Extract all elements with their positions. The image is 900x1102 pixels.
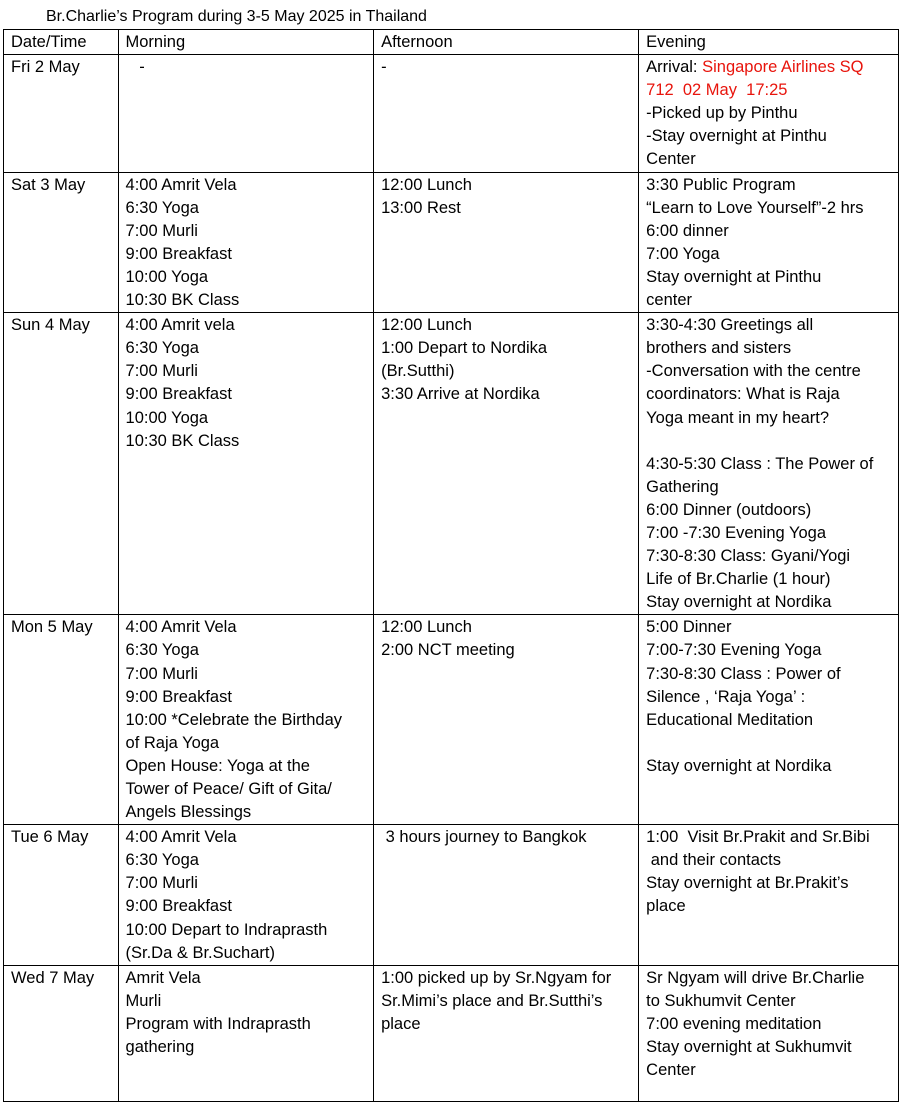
evening-item	[646, 872, 892, 895]
morning-item: Open House: Yoga at the	[125, 756, 310, 775]
morning-item: 4:00 Amrit vela	[125, 316, 235, 335]
evening-item-text: Life of Br.Charlie (1 hour)	[646, 570, 831, 589]
afternoon-item: 12:00 Lunch	[381, 175, 472, 194]
date-cell	[4, 965, 119, 1101]
header-evening: Evening	[639, 30, 899, 55]
date-label: Tue 6 May	[11, 828, 89, 847]
evening-item	[646, 197, 892, 220]
date-label: Mon 5 May	[11, 618, 93, 637]
evening-item	[646, 826, 892, 849]
evening-item-text: 7:30-8:30 Class: Gyani/Yogi	[646, 547, 851, 566]
evening-item	[646, 79, 892, 102]
evening-item	[646, 220, 892, 243]
morning-cell	[118, 313, 374, 615]
evening-item	[646, 360, 892, 383]
row-fri-2-may	[4, 55, 899, 172]
evening-item-text: 3:30 Public Program	[646, 175, 796, 194]
evening-item-text: Center	[646, 1061, 696, 1080]
evening-item-text: 3:30-4:30 Greetings all	[646, 316, 814, 335]
afternoon-item: 12:00 Lunch	[381, 316, 472, 335]
morning-item: 7:00 Murli	[125, 664, 198, 683]
afternoon-cell	[374, 55, 639, 172]
evening-item-text: 7:00 -7:30 Evening Yoga	[646, 523, 826, 542]
evening-item-text: to Sukhumvit Center	[646, 991, 796, 1010]
evening-item	[646, 568, 892, 591]
row-sat-3-may	[4, 172, 899, 313]
evening-item-text: center	[646, 291, 693, 310]
morning-item: Tower of Peace/ Gift of Gita/	[125, 780, 332, 798]
evening-item-text: Arrival:	[646, 58, 703, 77]
evening-cell	[639, 172, 899, 313]
afternoon-cell	[374, 965, 639, 1101]
morning-item: 7:00 Murli	[125, 874, 198, 893]
morning-item: of Raja Yoga	[125, 733, 220, 752]
morning-item: 10:00 *Celebrate the Birthday	[125, 710, 342, 729]
evening-item	[646, 967, 892, 990]
evening-item-text: 5:00 Dinner	[646, 618, 732, 637]
evening-item-text: Sr Ngyam will drive Br.Charlie	[646, 968, 865, 987]
evening-item	[646, 148, 892, 171]
afternoon-item: 1:00 picked up by Sr.Ngyam for	[381, 968, 612, 987]
evening-item-text: 6:00 dinner	[646, 221, 729, 240]
evening-item	[646, 56, 892, 79]
morning-item: 4:00 Amrit Vela	[125, 175, 237, 194]
morning-item: 9:00 Breakfast	[125, 897, 232, 916]
evening-item	[646, 522, 892, 545]
evening-item	[646, 102, 892, 125]
morning-item: 9:00 Breakfast	[125, 244, 232, 263]
morning-item: Program with Indraprasth	[125, 1014, 311, 1033]
evening-item-text: Center	[646, 150, 696, 169]
evening-item	[646, 686, 892, 709]
morning-item: 9:00 Breakfast	[125, 687, 232, 706]
evening-item	[646, 591, 892, 614]
evening-item	[646, 709, 892, 732]
evening-item	[646, 174, 892, 197]
evening-item	[646, 545, 892, 568]
morning-item: 10:30 BK Class	[125, 291, 240, 310]
evening-item-text: “Learn to Love Yourself”-2 hrs	[646, 198, 864, 217]
morning-cell	[118, 55, 374, 172]
evening-item	[646, 337, 892, 360]
evening-cell	[639, 825, 899, 966]
row-sun-4-may	[4, 313, 899, 615]
evening-item-text: and their contacts	[646, 851, 781, 870]
evening-item	[646, 407, 892, 430]
evening-item-text: -Conversation with the centre	[646, 362, 861, 381]
afternoon-item: 3 hours journey to Bangkok	[381, 828, 587, 847]
evening-item	[646, 1059, 892, 1082]
document-title: Br.Charlie’s Program during 3-5 May 2025 in Thailand	[46, 8, 427, 25]
date-cell	[4, 55, 119, 172]
date-cell	[4, 825, 119, 966]
evening-item-text: Stay overnight at Nordika	[646, 593, 832, 612]
morning-item: 10:00 Depart to Indraprasth	[125, 920, 328, 939]
morning-item: 7:00 Murli	[125, 221, 198, 240]
evening-item-text: 7:00 Yoga	[646, 244, 720, 263]
morning-item: -	[125, 58, 145, 77]
row-mon-5-may	[4, 615, 899, 825]
evening-item-text: 7:00-7:30 Evening Yoga	[646, 641, 822, 660]
row-wed-7-may	[4, 965, 899, 1101]
evening-item-text: Educational Meditation	[646, 710, 814, 729]
morning-item: (Sr.Da & Br.Suchart)	[125, 943, 275, 962]
evening-item-text: Stay overnight at Br.Prakit’s	[646, 874, 849, 893]
evening-item-text: brothers and sisters	[646, 339, 792, 358]
evening-item-text: Yoga meant in my heart?	[646, 408, 830, 427]
evening-cell	[639, 55, 899, 172]
morning-item: 10:00 Yoga	[125, 267, 209, 286]
table-header-row	[4, 30, 899, 55]
morning-cell	[118, 615, 374, 825]
morning-item: Angels Blessings	[125, 803, 252, 822]
evening-item	[646, 383, 892, 406]
morning-cell	[118, 965, 374, 1101]
evening-item-text: 6:00 Dinner (outdoors)	[646, 500, 812, 519]
afternoon-item: 3:30 Arrive at Nordika	[381, 385, 540, 404]
evening-item-text: 1:00 Visit Br.Prakit and Sr.Bibi	[646, 828, 870, 847]
evening-cell	[639, 313, 899, 615]
afternoon-cell	[374, 615, 639, 825]
morning-item: 4:00 Amrit Vela	[125, 618, 237, 637]
evening-item-text: Stay overnight at Sukhumvit	[646, 1038, 852, 1057]
evening-item-text: -Picked up by Pinthu	[646, 104, 798, 123]
morning-item: Amrit Vela	[125, 968, 201, 987]
date-label: Sun 4 May	[11, 316, 90, 335]
row-tue-6-may	[4, 825, 899, 966]
date-cell	[4, 313, 119, 615]
evening-item-text: coordinators: What is Raja	[646, 385, 840, 404]
morning-item: gathering	[125, 1038, 195, 1057]
afternoon-item: -	[381, 58, 387, 77]
header-date-time: Date/Time	[4, 30, 119, 55]
afternoon-item: 2:00 NCT meeting	[381, 641, 515, 660]
morning-item: 9:00 Breakfast	[125, 385, 232, 404]
evening-cell	[639, 965, 899, 1101]
evening-item	[646, 990, 892, 1013]
evening-item	[646, 453, 892, 476]
afternoon-item: 13:00 Rest	[381, 198, 461, 217]
evening-item-text: 4:30-5:30 Class : The Power of	[646, 454, 874, 473]
morning-item: 6:30 Yoga	[125, 198, 199, 217]
evening-item	[646, 1013, 892, 1036]
evening-item-text: 7:00 evening meditation	[646, 1014, 822, 1033]
evening-item	[646, 895, 892, 918]
header-morning: Morning	[118, 30, 374, 55]
afternoon-cell	[374, 313, 639, 615]
evening-item	[646, 476, 892, 499]
morning-item: 10:30 BK Class	[125, 431, 240, 450]
afternoon-cell	[374, 825, 639, 966]
afternoon-item: 1:00 Depart to Nordika	[381, 339, 548, 358]
evening-item	[646, 125, 892, 148]
morning-cell	[118, 825, 374, 966]
evening-item	[646, 430, 892, 453]
afternoon-item: Sr.Mimi’s place and Br.Sutthi’s	[381, 991, 603, 1010]
afternoon-item: (Br.Sutthi)	[381, 362, 455, 381]
evening-item	[646, 663, 892, 686]
evening-item	[646, 732, 892, 755]
date-cell	[4, 615, 119, 825]
evening-item-text: Stay overnight at Nordika	[646, 756, 832, 775]
morning-cell	[118, 172, 374, 313]
date-label: Sat 3 May	[11, 175, 86, 194]
evening-item	[646, 243, 892, 266]
program-table	[3, 29, 899, 1102]
evening-item-text: 7:30-8:30 Class : Power of	[646, 664, 841, 683]
afternoon-item: 12:00 Lunch	[381, 618, 472, 637]
evening-item	[646, 755, 892, 778]
evening-item	[646, 639, 892, 662]
date-label: Wed 7 May	[11, 968, 95, 987]
morning-item: 10:00 Yoga	[125, 408, 209, 427]
evening-item	[646, 499, 892, 522]
header-afternoon: Afternoon	[374, 30, 639, 55]
morning-item: Murli	[125, 991, 162, 1010]
morning-item: 7:00 Murli	[125, 362, 198, 381]
flight-info-highlight: 712 02 May 17:25	[646, 81, 788, 100]
evening-item	[646, 289, 892, 312]
evening-item-text: -Stay overnight at Pinthu	[646, 127, 827, 146]
flight-info-highlight: Singapore Airlines SQ	[702, 58, 864, 77]
evening-item	[646, 849, 892, 872]
morning-item: 6:30 Yoga	[125, 851, 199, 870]
afternoon-cell	[374, 172, 639, 313]
morning-item: 6:30 Yoga	[125, 641, 199, 660]
evening-item-text: Gathering	[646, 477, 719, 496]
date-label: Fri 2 May	[11, 58, 80, 77]
evening-cell	[639, 615, 899, 825]
date-cell	[4, 172, 119, 313]
evening-item-text: Silence , ‘Raja Yoga’ :	[646, 687, 806, 706]
evening-item	[646, 616, 892, 639]
morning-item: 6:30 Yoga	[125, 339, 199, 358]
evening-item	[646, 1036, 892, 1059]
afternoon-item: place	[381, 1014, 421, 1033]
evening-item	[646, 314, 892, 337]
evening-item	[646, 266, 892, 289]
evening-item-text: Stay overnight at Pinthu	[646, 267, 822, 286]
morning-item: 4:00 Amrit Vela	[125, 828, 237, 847]
evening-item-text: place	[646, 897, 686, 916]
